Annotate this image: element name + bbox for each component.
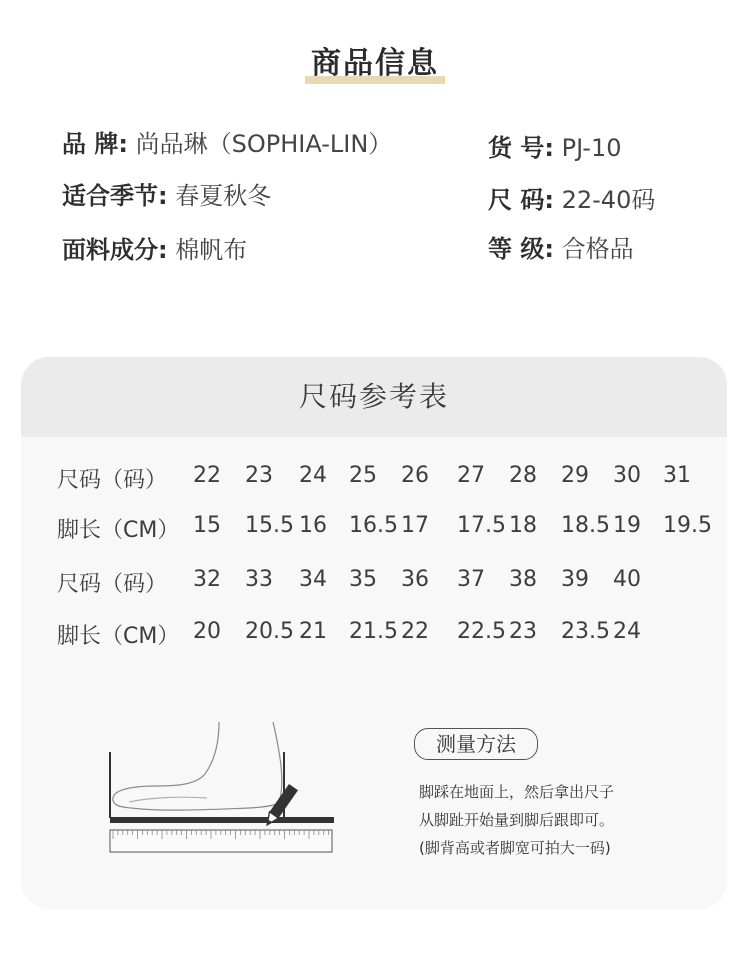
page-title-text: 商品信息 (311, 46, 439, 81)
size-value: 22-40码 (561, 186, 656, 214)
size-cell: 24 (299, 463, 327, 488)
measure-instructions (419, 778, 614, 862)
size-cell: 19.5 (663, 513, 712, 538)
size-row-label: 尺码（码） (57, 572, 168, 597)
size-cell: 24 (613, 619, 641, 644)
size-cell: 15 (193, 513, 221, 538)
size-cell: 36 (401, 567, 429, 592)
size-cell: 28 (509, 463, 537, 488)
size-cell: 37 (457, 567, 485, 592)
size-cell: 20 (193, 619, 221, 644)
size-chart-card (21, 357, 727, 909)
size-cell: 21.5 (349, 619, 398, 644)
size-cell: 23 (509, 619, 537, 644)
size-cell: 27 (457, 463, 485, 488)
size-cell: 40 (613, 567, 641, 592)
size-cell: 22.5 (457, 619, 506, 644)
measure-line-3: (脚背高或者脚宽可拍大一码) (419, 839, 611, 857)
brand-label: 品 牌: (62, 130, 128, 158)
measure-line-1: 脚踩在地面上，然后拿出尺子 (419, 783, 615, 801)
measure-line-2: 从脚趾开始量到脚后跟即可。 (419, 811, 615, 829)
material-value: 棉帆布 (175, 236, 248, 264)
size-cell: 16 (299, 513, 327, 538)
size-label: 尺 码: (488, 186, 554, 214)
size-cell: 23.5 (561, 619, 610, 644)
size-cell: 16.5 (349, 513, 398, 538)
item-label: 货 号: (488, 134, 554, 162)
size-cell: 29 (561, 463, 589, 488)
page-title (307, 38, 443, 82)
size-row-label: 脚长（CM） (57, 518, 180, 543)
size-cell: 18 (509, 513, 537, 538)
size-cell: 34 (299, 567, 327, 592)
size-cell: 39 (561, 567, 589, 592)
size-cell: 26 (401, 463, 429, 488)
size-cell: 31 (663, 463, 691, 488)
brand-value: 尚品琳（SOPHIA-LIN） (135, 130, 393, 158)
title-wrap (0, 38, 750, 82)
material-label: 面料成分: (62, 236, 168, 264)
size-cell: 38 (509, 567, 537, 592)
item-value: PJ-10 (561, 134, 622, 162)
size-cell: 30 (613, 463, 641, 488)
brand-row (62, 124, 392, 159)
size-chart-title: 尺码参考表 (21, 357, 727, 437)
material-row (62, 230, 247, 265)
measure-method-badge: 测量方法 (414, 728, 538, 760)
size-cell: 21 (299, 619, 327, 644)
grade-label: 等 级: (488, 235, 554, 263)
season-row (62, 176, 271, 211)
foot-measure-illustration (107, 722, 357, 857)
season-value: 春夏秋冬 (175, 182, 272, 210)
grade-row (488, 229, 634, 264)
size-cell: 19 (613, 513, 641, 538)
size-cell: 33 (245, 567, 273, 592)
size-cell: 25 (349, 463, 377, 488)
size-cell: 22 (193, 463, 221, 488)
season-label: 适合季节: (62, 182, 168, 210)
size-cell: 20.5 (245, 619, 294, 644)
foot-outline (113, 722, 282, 810)
size-row (488, 180, 655, 215)
item-row (488, 128, 622, 163)
size-row-label: 尺码（码） (57, 468, 168, 493)
grade-value: 合格品 (561, 235, 634, 263)
size-cell: 32 (193, 567, 221, 592)
size-cell: 17.5 (457, 513, 506, 538)
size-cell: 23 (245, 463, 273, 488)
size-cell: 17 (401, 513, 429, 538)
floor-bar (110, 817, 334, 823)
size-cell: 22 (401, 619, 429, 644)
size-cell: 35 (349, 567, 377, 592)
size-cell: 15.5 (245, 513, 294, 538)
size-cell: 18.5 (561, 513, 610, 538)
size-row-label: 脚长（CM） (57, 624, 180, 649)
